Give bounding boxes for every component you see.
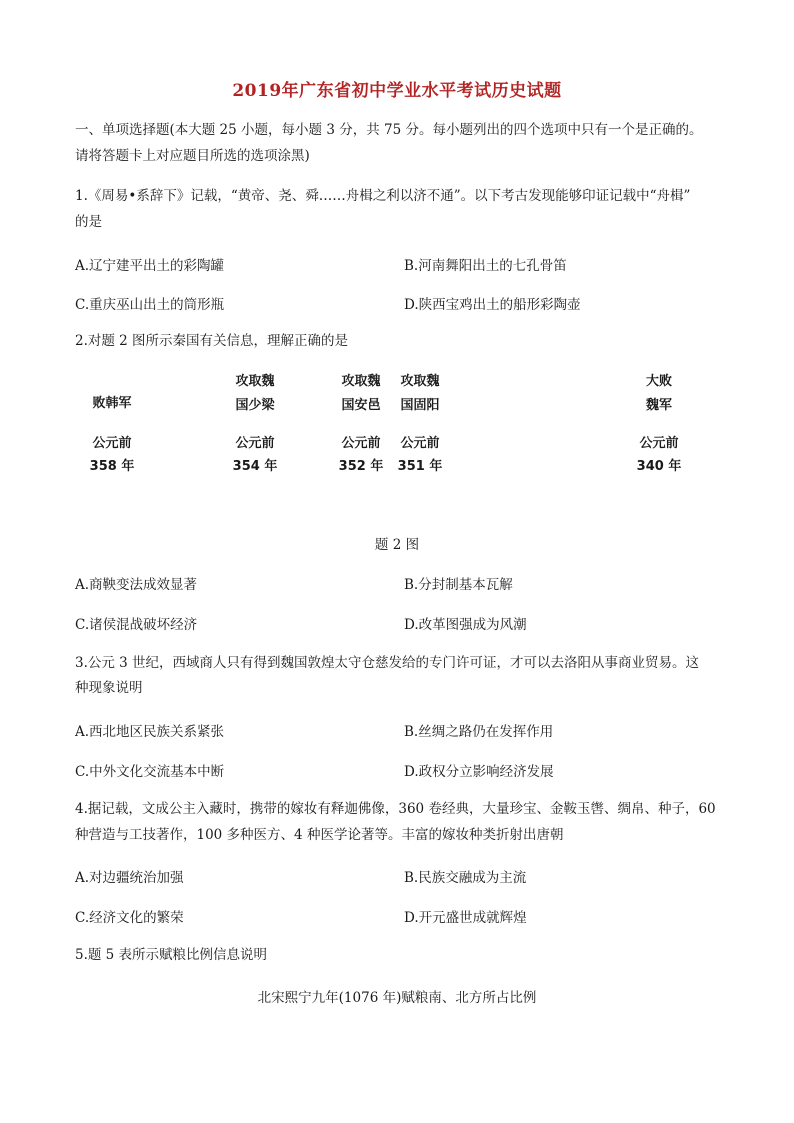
section-instruction-line2: 请将答题卡上对应题目所选的选项涂黑) bbox=[75, 148, 310, 164]
q3-stem-line2: 种现象说明 bbox=[75, 680, 143, 696]
timeline-year: 公元前 bbox=[400, 436, 440, 451]
timeline-year: 354 年 bbox=[232, 459, 278, 474]
timeline-year: 公元前 bbox=[341, 436, 381, 451]
timeline-event: 大败 bbox=[645, 374, 672, 389]
q1-option-d: D.陕西宝鸡出土的船形彩陶壶 bbox=[404, 297, 581, 313]
q1-option-a: A.辽宁建平出土的彩陶罐 bbox=[75, 258, 225, 274]
q1-stem-line1: 1.《周易•系辞下》记载，“黄帝、尧、舜……舟楫之利以济不通”。以下考古发现能够印证记载中“舟楫” bbox=[75, 188, 691, 204]
timeline-event: 国固阳 bbox=[400, 398, 440, 413]
q2-option-d: D.改革图强成为风潮 bbox=[404, 617, 527, 633]
q2-option-c: C.诸侯混战破坏经济 bbox=[75, 617, 198, 633]
q4-stem-line2: 种营造与工技著作，100 多种医方、4 种医学论著等。丰富的嫁妆种类折射出唐朝 bbox=[75, 827, 564, 843]
timeline-event: 国少梁 bbox=[235, 398, 275, 413]
q3-option-c: C.中外文化交流基本中断 bbox=[75, 764, 225, 780]
timeline-event: 攻取魏 bbox=[400, 374, 440, 389]
timeline-event: 攻取魏 bbox=[341, 374, 381, 389]
timeline-year: 公元前 bbox=[92, 436, 132, 451]
q3-option-a: A.西北地区民族关系紧张 bbox=[75, 724, 225, 740]
q2-option-b: B.分封制基本瓦解 bbox=[404, 577, 513, 593]
timeline-event: 国安邑 bbox=[341, 398, 381, 413]
q2-stem: 2.对题 2 图所示秦国有关信息，理解正确的是 bbox=[75, 333, 349, 349]
timeline-year: 351 年 bbox=[397, 459, 443, 474]
timeline-event: 魏军 bbox=[645, 398, 672, 413]
timeline-event: 败韩军 bbox=[92, 396, 132, 411]
q3-stem-line1: 3.公元 3 世纪，西域商人只有得到魏国敦煌太守仓慈发给的专门许可证，才可以去洛阳从事商业贸易。这 bbox=[75, 655, 700, 671]
q2-option-a: A.商鞅变法成效显著 bbox=[75, 577, 198, 593]
q5-stem: 5.题 5 表所示赋粮比例信息说明 bbox=[75, 947, 268, 963]
q3-option-b: B.丝绸之路仍在发挥作用 bbox=[404, 724, 554, 740]
q1-stem-line2: 的是 bbox=[75, 214, 102, 230]
timeline-year: 340 年 bbox=[636, 459, 682, 474]
timeline-year: 352 年 bbox=[338, 459, 384, 474]
q1-option-c: C.重庆巫山出土的筒形瓶 bbox=[75, 297, 225, 313]
q4-option-c: C.经济文化的繁荣 bbox=[75, 910, 184, 926]
q3-option-d: D.政权分立影响经济发展 bbox=[404, 764, 554, 780]
q4-option-d: D.开元盛世成就辉煌 bbox=[404, 910, 527, 926]
q4-option-b: B.民族交融成为主流 bbox=[404, 870, 527, 886]
timeline-event: 攻取魏 bbox=[235, 374, 275, 389]
q2-figure-caption: 题 2 图 bbox=[374, 537, 420, 553]
timeline-year: 公元前 bbox=[639, 436, 679, 451]
exam-title: 2019年广东省初中学业水平考试历史试题 bbox=[232, 81, 562, 101]
timeline-year: 358 年 bbox=[89, 459, 135, 474]
section-instruction-line1: 一、单项选择题(本大题 25 小题，每小题 3 分，共 75 分。每小题列出的四个选项中只有一个是正确的。 bbox=[75, 122, 703, 138]
q4-stem-line1: 4.据记载，文成公主入藏时，携带的嫁妆有释迦佛像，360 卷经典，大量珍宝、金鞍玉辔、绸帛、种子，60 bbox=[75, 801, 716, 817]
q5-table-title: 北宋熙宁九年(1076 年)赋粮南、北方所占比例 bbox=[257, 990, 537, 1006]
timeline-year: 公元前 bbox=[235, 436, 275, 451]
q4-option-a: A.对边疆统治加强 bbox=[75, 870, 184, 886]
q1-option-b: B.河南舞阳出土的七孔骨笛 bbox=[404, 258, 567, 274]
